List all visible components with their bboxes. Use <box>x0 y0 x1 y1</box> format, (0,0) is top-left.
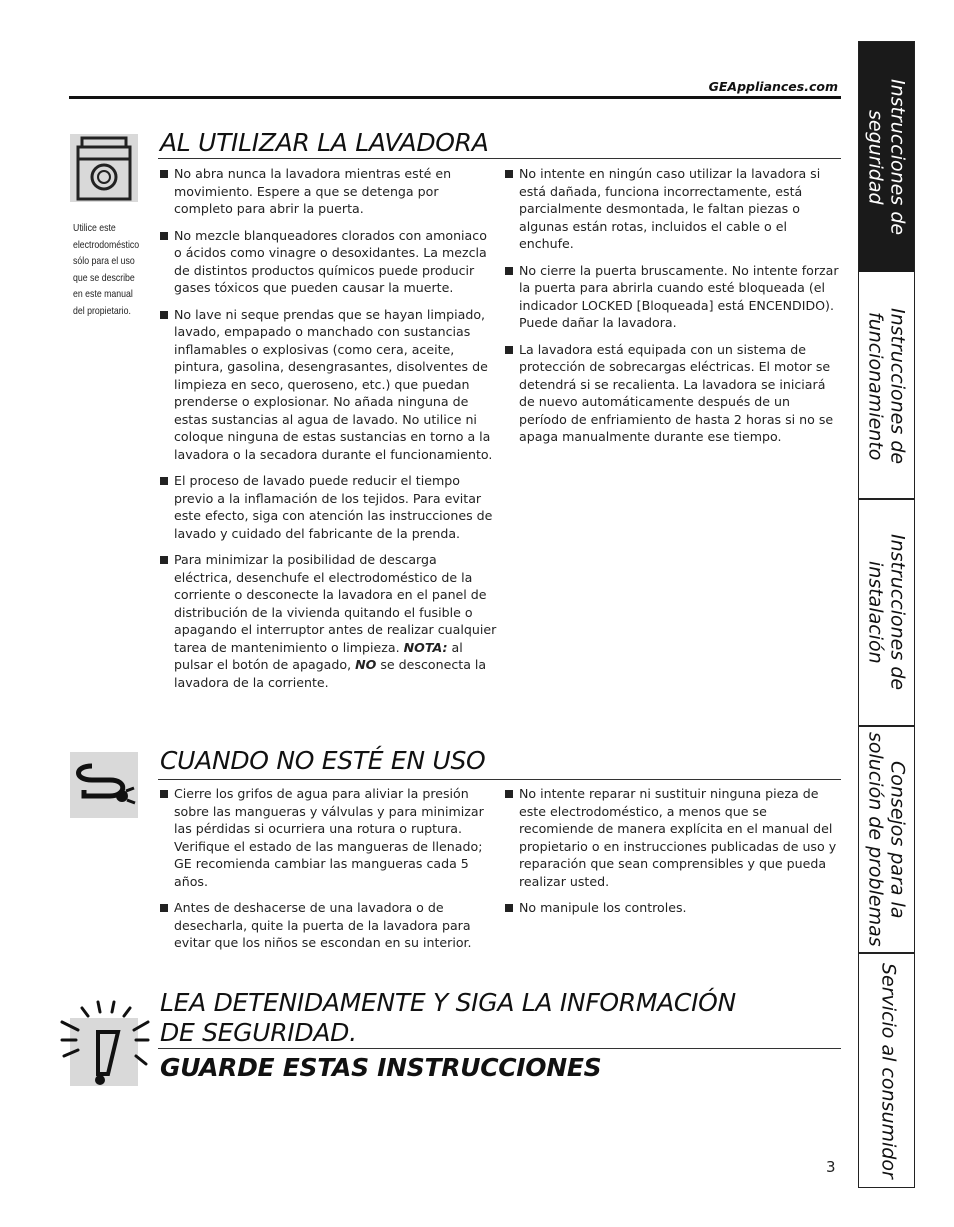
tab-label: Instrucciones de funcionamiento <box>864 307 909 465</box>
list-item: Cierre los grifos de agua para aliviar la presión sobre las mangueras y válvulas y para minimizar las pérdidas si ocurriera una rotura o ruptura. Verifique el estado de las mangueras de llenado; GE recomienda cambiar las mangueras cada 5 años. <box>160 785 498 890</box>
list-item: No cierre la puerta bruscamente. No intente forzar la puerta para abrirla cuando esté bloqueada (el indicador LOCKED [Bloqueada] está ENCENDIDO). Puede dañar la lavadora. <box>505 262 840 332</box>
list-item: No intente reparar ni sustituir ninguna pieza de este electrodoméstico, a menos que se recomiende de manera explícita en el manual del propietario o en instrucciones publicadas de uso y reparación que sean comprensibles y que pueda realizar usted. <box>505 785 840 890</box>
closing-heading <box>160 988 736 1048</box>
tab-troubleshooting[interactable] <box>859 727 914 952</box>
list-item: No manipule los controles. <box>505 899 840 917</box>
section-rule-not-in-use <box>158 779 841 780</box>
list-item: La lavadora está equipada con un sistema de protección de sobrecargas eléctricas. El motor se detendrá si se recalienta. La lavadora se iniciará de nuevo automáticamente después de un período de enfriamiento de hasta 2 horas si no se apaga manualmente durante ese tiempo. <box>505 341 840 446</box>
using-left-column <box>160 165 498 700</box>
note-text-end: se desconecta la lavadora de la corriente. <box>174 657 487 690</box>
list-item: El proceso de lavado puede reducir el tiempo previo a la inflamación de los tejidos. Para evitar este efecto, siga con atención las instrucciones de lavado y cuidado del fabricante de la prenda. <box>160 472 498 542</box>
note-label: NOTA: <box>403 639 448 655</box>
closing-line-1: LEA DETENIDAMENTE Y SIGA LA INFORMACIÓN <box>160 988 736 1017</box>
tab-installation[interactable] <box>859 500 914 725</box>
warning-rays <box>58 998 150 1088</box>
side-tab-bar <box>858 41 915 1188</box>
note-text: al pulsar el botón de apagado, <box>174 639 463 672</box>
tab-label: Servicio al consumidor <box>877 962 900 1179</box>
not-in-use-left-column <box>160 785 498 961</box>
list-item: Antes de deshacerse de una lavadora o de desecharla, quite la puerta de la lavadora para evitar que los niños se escondan en su interior. <box>160 899 498 952</box>
tab-label: Instrucciones de instalación <box>864 534 909 691</box>
tab-label: Instrucciones de seguridad <box>864 78 909 236</box>
using-right-column <box>505 165 840 455</box>
tab-operation[interactable] <box>859 274 914 498</box>
tab-label: Consejos para la solución de problemas <box>864 732 909 947</box>
not-in-use-right-column <box>505 785 840 926</box>
page-number: 3 <box>826 1158 836 1176</box>
list-item: No lave ni seque prendas que se hayan limpiado, lavado, empapado o manchado con sustancias inflamables o explosivas (como cera, aceite, pintura, gasolina, desengrasantes, disolventes de limpieza en seco, queroseno, etc.) que puedan prenderse o explosionar. No añada ninguna de estas sustancias al agua de lavado. No utilice ni coloque ninguna de estas sustancias en torno a la lavadora o la secadora durante el funcionamiento. <box>160 306 498 464</box>
list-item-text: Para minimizar la posibilidad de descarga eléctrica, desenchufe el electrodoméstico de la corriente o desconecte la lavadora en el panel de distribución de la vivienda quitando el fusible o apagando el interruptor antes de realizar cualquier tarea de mantenimiento o limpieza. <box>174 552 497 655</box>
list-item <box>160 551 498 691</box>
tab-consumer-service[interactable] <box>859 954 914 1187</box>
closing-rule <box>158 1048 841 1049</box>
note-emphasis: NO <box>355 657 377 672</box>
list-item: No mezcle blanqueadores clorados con amoniaco o ácidos como vinagre o desoxidantes. La mezcla de distintos productos químicos puede producir gases tóxicos que pueden causar la muerte. <box>160 227 498 297</box>
closing-line-2: DE SEGURIDAD. <box>160 1018 357 1047</box>
tab-safety[interactable] <box>859 42 914 272</box>
section-title-using: AL UTILIZAR LA LAVADORA <box>160 128 489 157</box>
washer-icon <box>70 134 138 202</box>
sidenote: Utilice este electrodoméstico sólo para el uso que se describe en este manual del propietario. <box>73 223 140 317</box>
section-title-not-in-use: CUANDO NO ESTÉ EN USO <box>160 746 486 775</box>
section-rule-using <box>158 158 841 159</box>
site-url: GEAppliances.com <box>708 79 838 94</box>
header-rule <box>69 96 841 99</box>
list-item: No abra nunca la lavadora mientras esté en movimiento. Espere a que se detenga por completo para abrir la puerta. <box>160 165 498 218</box>
list-item: No intente en ningún caso utilizar la lavadora si está dañada, funciona incorrectamente, está parcialmente desmontada, le faltan piezas o algunas están rotas, incluidos el cable o el enchufe. <box>505 165 840 253</box>
closing-save-instructions: GUARDE ESTAS INSTRUCCIONES <box>160 1053 602 1082</box>
plug-icon <box>70 752 138 818</box>
